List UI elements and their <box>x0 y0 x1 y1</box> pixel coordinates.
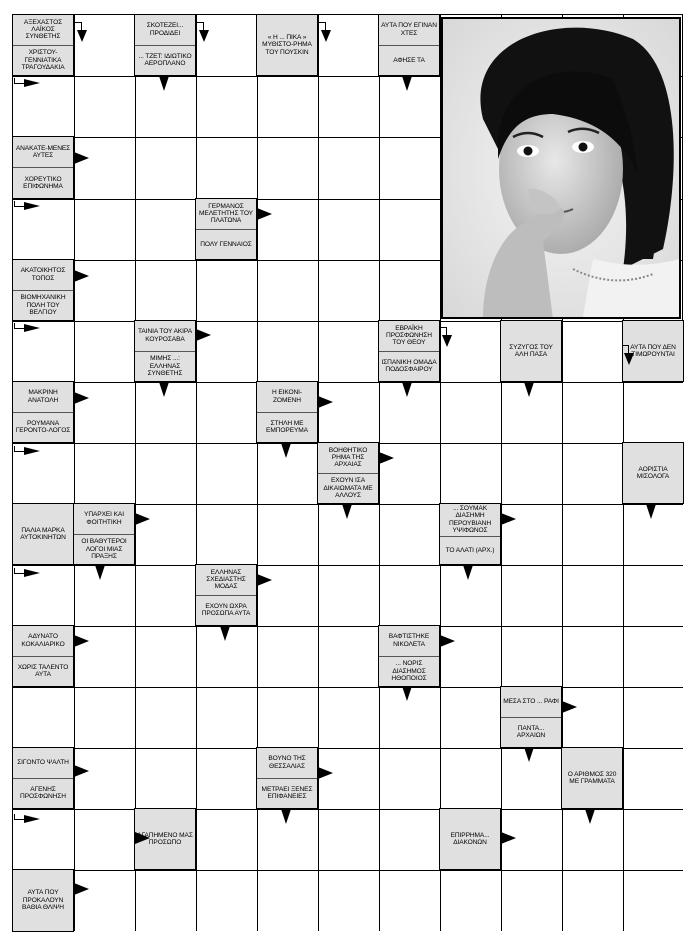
answer-cell[interactable] <box>136 200 196 260</box>
arrow-down-icon <box>281 443 291 458</box>
answer-cell[interactable] <box>380 138 440 199</box>
answer-cell[interactable] <box>563 566 623 626</box>
answer-cell[interactable] <box>75 749 135 809</box>
answer-cell[interactable] <box>75 444 135 504</box>
arrow-right-icon <box>562 701 577 713</box>
answer-cell[interactable] <box>14 322 74 382</box>
arrow-down-icon <box>463 565 473 580</box>
answer-cell[interactable] <box>197 505 257 565</box>
arrow-down-icon <box>402 76 412 91</box>
answer-cell[interactable] <box>563 383 623 443</box>
clue-text: ΑΚΑΤΟΙΚΗΤΟΣ ΤΟΠΟΣ <box>20 267 66 282</box>
answer-cell[interactable] <box>258 505 318 565</box>
clue-text: ΣΤΗΛΗ ΜΕ ΕΜΠΟΡΕΥΜΑ <box>257 412 317 443</box>
arrow-right-icon <box>135 513 150 525</box>
clue-text: ΑΞΕΧΑΣΤΟΣ ΛΑΪΚΟΣ ΣΥΝΘΕΤΗΣ <box>23 18 63 41</box>
answer-cell[interactable] <box>441 383 501 443</box>
clue-cell <box>134 14 196 76</box>
answer-cell[interactable] <box>75 810 135 870</box>
clue-text: ΑΦΗΣΕ ΤΑ <box>379 45 439 76</box>
clue-text: ΠΑΝΤΑ... ΑΡΧΑΙΩΝ <box>501 717 561 748</box>
arrow-right-icon <box>318 396 333 408</box>
answer-cell[interactable] <box>319 566 379 626</box>
clue-cell <box>378 320 440 382</box>
clue-text: ΕΛΛΗΝΑΣ ΣΧΕΔΙΑΣΤΗΣ ΜΟΔΑΣ <box>206 568 246 591</box>
answer-cell[interactable] <box>197 871 257 932</box>
clue-text: ΕΠΙΡΡΗΜΑ... ΔΙΑΚΟΝΩΝ <box>450 831 490 846</box>
answer-cell[interactable] <box>624 566 684 626</box>
clue-text: « Η ... ΠΙΚΑ » ΜΥΘΙΣΤΟ-ΡΗΜΑ ΤΟΥ ΠΟΥΣΚΙΝ <box>262 33 312 56</box>
answer-cell[interactable] <box>380 505 440 565</box>
answer-cell[interactable] <box>319 16 379 76</box>
answer-cell[interactable] <box>75 871 135 932</box>
clue-text: ΜΕΣΑ ΣΤΟ ... ΡΑΦΙ <box>503 698 559 706</box>
portrait-image <box>443 19 679 317</box>
clue-text: ΟΙ ΒΑΘΥΤΕΡΟΙ ΛΟΓΟΙ ΜΙΑΣ ΠΡΑΞΗΣ <box>74 534 134 565</box>
answer-cell[interactable] <box>319 871 379 932</box>
clue-text: ΒΟΗΘΗΤΙΚΟ ΡΗΜΑ ΤΗΣ ΑΡΧΑΙΑΣ <box>328 446 368 469</box>
clue-cell <box>439 503 501 565</box>
clue-text: ΣΥΖΥΓΟΣ ΤΟΥ ΑΛΗ ΠΑΣΑ <box>509 343 553 358</box>
clue-text: ΣΙΓΟΝΤΟ ΨΑΛΤΗ <box>17 759 69 767</box>
answer-cell[interactable] <box>258 871 318 932</box>
answer-cell[interactable] <box>441 444 501 504</box>
arrow-right-icon <box>74 392 89 404</box>
clue-text: ΒΟΥΝΟ ΤΗΣ ΘΕΣΣΑΛΙΑΣ <box>268 755 306 770</box>
arrow-right-icon <box>74 152 89 164</box>
arrow-down-icon <box>646 504 656 519</box>
clue-text: ΕΒΡΑΪΚΗ ΠΡΟΣΦΩΝΗΣΗ ΤΟΥ ΘΕΟΥ <box>386 324 432 347</box>
answer-cell[interactable] <box>197 261 257 321</box>
answer-cell[interactable] <box>380 200 440 260</box>
answer-cell[interactable] <box>563 505 623 565</box>
answer-cell[interactable] <box>380 566 440 626</box>
answer-cell[interactable] <box>319 749 379 809</box>
arrow-right-icon <box>74 270 89 282</box>
clue-cell <box>561 747 623 809</box>
clue-text: ΑΥΤΑ ΠΟΥ ΔΕΝ ΤΙΜΩΡΟΥΝΤΑΙ <box>630 343 676 358</box>
answer-cell[interactable] <box>14 77 74 137</box>
answer-cell[interactable] <box>502 871 562 932</box>
arrow-down-icon <box>95 565 105 580</box>
answer-cell[interactable] <box>563 871 623 932</box>
clue-cell <box>500 686 562 748</box>
clue-cell <box>195 564 257 626</box>
clue-cell <box>12 503 74 565</box>
clue-text: ΡΟΥΜΑΝΑ ΓΕΡΟΝΤΟ-ΛΟΓΟΣ <box>13 412 73 443</box>
clue-text: Η ΕΙΚΟΝΙ-ΖΟΜΕΝΗ <box>271 389 303 404</box>
answer-cell[interactable] <box>441 871 501 932</box>
clue-cell <box>12 136 74 199</box>
answer-cell[interactable] <box>197 444 257 504</box>
arrow-right-icon <box>135 832 150 844</box>
clue-text: ΠΑΛΙΑ ΜΑΡΚΑ ΑΥΤΟΚΙΝΗΤΩΝ <box>20 526 66 541</box>
answer-cell[interactable] <box>441 322 501 382</box>
clue-text: ΓΕΡΜΑΝΟΣ ΜΕΛΕΤΗΤΗΣ ΤΟΥ ΠΛΑΤΩΝΑ <box>199 202 253 225</box>
answer-cell[interactable] <box>563 627 623 687</box>
clue-text: ΠΟΛΥ ΓΕΝΝΑΙΟΣ <box>196 229 256 260</box>
clue-text: ΣΚΟΤΕΖΕΙ... ΠΡΟΔΙΔΕΙ <box>146 22 184 37</box>
clue-text: ... ΤΖΕΤ: ΙΔΙΩΤΙΚΟ ΑΕΡΟΠΛΑΝΟ <box>135 45 195 76</box>
answer-cell[interactable] <box>563 688 623 748</box>
answer-cell[interactable] <box>136 138 196 199</box>
answer-cell[interactable] <box>14 200 74 260</box>
answer-cell[interactable] <box>502 566 562 626</box>
clue-cell <box>378 14 440 76</box>
answer-cell[interactable] <box>136 749 196 809</box>
answer-cell[interactable] <box>75 77 135 137</box>
clue-text: ΒΙΟΜΗΧΑΝΙΚΗ ΠΟΛΗ ΤΟΥ ΒΕΛΓΙΟΥ <box>13 290 73 321</box>
answer-cell[interactable] <box>258 261 318 321</box>
answer-cell[interactable] <box>14 566 74 626</box>
answer-cell[interactable] <box>380 810 440 870</box>
answer-cell[interactable] <box>624 871 684 932</box>
arrow-down-icon <box>524 382 534 397</box>
clue-text: ΜΑΚΡΙΝΗ ΑΝΑΤΟΛΗ <box>27 389 59 404</box>
clue-text: ΧΩΡΙΣ ΤΑΛΕΝΤΟ ΑΥΤΑ <box>13 656 73 687</box>
answer-cell[interactable] <box>380 871 440 932</box>
answer-cell[interactable] <box>75 200 135 260</box>
arrow-down-icon <box>402 382 412 397</box>
clue-text: ΜΕΤΡΑΕΙ ΞΕΝΕΣ ΕΠΙΦΑΝΕΙΕΣ <box>257 778 317 809</box>
clue-cell <box>134 320 196 382</box>
answer-cell[interactable] <box>441 688 501 748</box>
answer-cell[interactable] <box>136 871 196 932</box>
answer-cell[interactable] <box>75 138 135 199</box>
arrow-right-icon <box>318 767 333 779</box>
answer-cell[interactable] <box>197 688 257 748</box>
answer-cell[interactable] <box>258 138 318 199</box>
answer-cell[interactable] <box>441 749 501 809</box>
arrow-right-icon <box>501 513 516 525</box>
answer-cell[interactable] <box>563 444 623 504</box>
arrow-down-icon <box>342 504 352 519</box>
arrow-down-icon <box>585 809 595 824</box>
answer-cell[interactable] <box>75 322 135 382</box>
clue-text: ... ΣΟΥΜΑΚ ΔΙΑΣΗΜΗ ΠΕΡΟΥΒΙΑΝΗ ΥΨΙΦΩΝΟΣ <box>448 505 492 535</box>
answer-cell[interactable] <box>258 688 318 748</box>
clue-cell <box>500 320 562 382</box>
clue-text: ... ΝΟΡΙΣ ΔΙΑΣΗΜΟΣ ΗΘΟΠΟΙΟΣ <box>379 656 439 687</box>
answer-cell[interactable] <box>136 261 196 321</box>
clue-text: ΑΓΑΠΗΜΕΝΟ ΜΑΣ ΠΡΟΣΩΠΟ <box>137 831 193 846</box>
clue-text: ΕΧΟΥΝ ΙΣΑ ΔΙΚΑΙΩΜΑΤΑ ΜΕ ΑΛΛΟΥΣ <box>318 473 378 504</box>
arrow-down-icon <box>220 626 230 641</box>
clue-cell <box>12 381 74 443</box>
clue-text: Ο ΑΡΙΘΜΟΣ 320 ΜΕ ΓΡΑΜΜΑΤΑ <box>567 770 617 785</box>
arrow-right-icon <box>74 765 89 777</box>
clue-text: ΑΥΤΑ ΠΟΥ ΕΓΙΝΑΝ ΧΤΕΣ <box>381 22 437 37</box>
answer-cell[interactable] <box>136 627 196 687</box>
answer-cell[interactable] <box>14 688 74 748</box>
clue-cell <box>439 808 501 870</box>
arrow-right-icon <box>440 635 455 647</box>
answer-cell[interactable] <box>319 138 379 199</box>
answer-cell[interactable] <box>624 749 684 809</box>
answer-cell[interactable] <box>380 261 440 321</box>
answer-cell[interactable] <box>380 749 440 809</box>
clue-text: ΑΔΥΝΑΤΟ ΚΟΚΑΛΙΑΡΙΚΟ <box>21 633 65 648</box>
arrow-down-icon <box>524 747 534 762</box>
clue-cell <box>12 747 74 809</box>
arrow-down-icon <box>402 686 412 701</box>
answer-cell[interactable] <box>319 810 379 870</box>
answer-cell[interactable] <box>136 566 196 626</box>
clue-text: ΤΑΙΝΙΑ ΤΟΥ ΑΚΙΡΑ ΚΟΥΡΟΣΑΒΑ <box>137 328 192 343</box>
answer-cell[interactable] <box>197 77 257 137</box>
answer-cell[interactable] <box>624 627 684 687</box>
answer-cell[interactable] <box>258 77 318 137</box>
answer-cell[interactable] <box>563 322 623 382</box>
clue-text: ΜΙΜΗΣ ...: ΕΛΛΗΝΑΣ ΣΥΝΘΕΤΗΣ <box>135 351 195 382</box>
clue-cell <box>12 14 74 76</box>
arrow-right-icon <box>74 883 89 895</box>
arrow-down-icon <box>159 76 169 91</box>
answer-cell[interactable] <box>197 138 257 199</box>
answer-cell[interactable] <box>136 688 196 748</box>
answer-cell[interactable] <box>319 77 379 137</box>
clue-cell <box>195 198 257 260</box>
answer-cell[interactable] <box>75 16 135 76</box>
arrow-right-icon <box>196 329 211 341</box>
answer-cell[interactable] <box>319 200 379 260</box>
clue-text: ΑΓΕΝΗΣ ΠΡΟΣΦΩΝΗΣΗ <box>13 778 73 809</box>
clue-text: ΧΡΙΣΤΟΥ-ΓΕΝΝΙΑΤΙΚΑ ΤΡΑΓΟΥΔΑΚΙΑ <box>13 45 73 76</box>
answer-cell[interactable] <box>197 749 257 809</box>
answer-cell[interactable] <box>624 383 684 443</box>
clue-text: ΑΟΡΙΣΤΙΑ ΜΙΣΟΛΟΓΑ <box>636 465 670 480</box>
clue-cell <box>12 869 74 932</box>
clue-cell <box>256 14 318 76</box>
arrow-right-icon <box>257 208 272 220</box>
answer-cell[interactable] <box>258 322 318 382</box>
answer-cell[interactable] <box>75 566 135 626</box>
arrow-right-icon <box>74 635 89 647</box>
arrow-right-icon <box>379 452 394 464</box>
clue-cell <box>622 320 684 382</box>
clue-text: ΤΟ ΑΛΑΤΙ (ΑΡΧ.) <box>440 536 500 564</box>
answer-cell[interactable] <box>197 16 257 76</box>
arrow-down-icon <box>281 809 291 824</box>
arrow-right-icon <box>501 832 516 844</box>
answer-cell[interactable] <box>624 810 684 870</box>
answer-cell[interactable] <box>319 261 379 321</box>
clue-text: ΑΥΤΑ ΠΟΥ ΠΡΟΚΑΛΟΥΝ ΒΑΘΙΑ ΘΛΙΨΗ <box>22 889 64 912</box>
answer-cell[interactable] <box>75 688 135 748</box>
clue-cell <box>378 625 440 687</box>
clue-text: ΕΧΟΥΝ ΩΧΡΑ ΠΡΟΣΩΠΑ ΑΥΤΑ <box>196 595 256 626</box>
clue-cell <box>317 442 379 504</box>
answer-cell[interactable] <box>319 627 379 687</box>
clue-cell <box>622 442 684 504</box>
answer-cell[interactable] <box>319 322 379 382</box>
portrait-photo <box>441 17 681 319</box>
answer-cell[interactable] <box>258 627 318 687</box>
answer-cell[interactable] <box>197 383 257 443</box>
answer-cell[interactable] <box>14 444 74 504</box>
clue-cell <box>12 259 74 321</box>
clue-text: ΙΣΠΑΝΙΚΗ ΟΜΑΔΑ ΠΟΔΟΣΦΑΙΡΟΥ <box>379 351 439 382</box>
answer-cell[interactable] <box>319 383 379 443</box>
clue-cell <box>256 381 318 443</box>
arrow-right-icon <box>257 574 272 586</box>
answer-cell[interactable] <box>136 444 196 504</box>
answer-cell[interactable] <box>502 627 562 687</box>
clue-text: ΒΑΦΤΙΣΤΗΚΕ ΝΙΚΟΛΕΤΑ <box>388 633 430 648</box>
clue-cell <box>256 747 318 809</box>
clue-text: ΧΟΡΕΥΤΙΚΟ ΕΠΙΦΩΝΗΜΑ <box>13 167 73 198</box>
clue-text: ΥΠΑΡΧΕΙ ΚΑΙ ΦΟΙΤΗΤΙΚΗ <box>84 511 124 526</box>
answer-cell[interactable] <box>197 810 257 870</box>
arrow-down-icon <box>159 382 169 397</box>
answer-cell[interactable] <box>319 688 379 748</box>
clue-text: ΑΝΑΚΑΤΕ-ΜΕΝΕΣ ΑΥΤΕΣ <box>15 144 71 159</box>
answer-cell[interactable] <box>624 688 684 748</box>
clue-cell <box>12 625 74 687</box>
clue-cell <box>73 503 135 565</box>
answer-cell[interactable] <box>502 444 562 504</box>
